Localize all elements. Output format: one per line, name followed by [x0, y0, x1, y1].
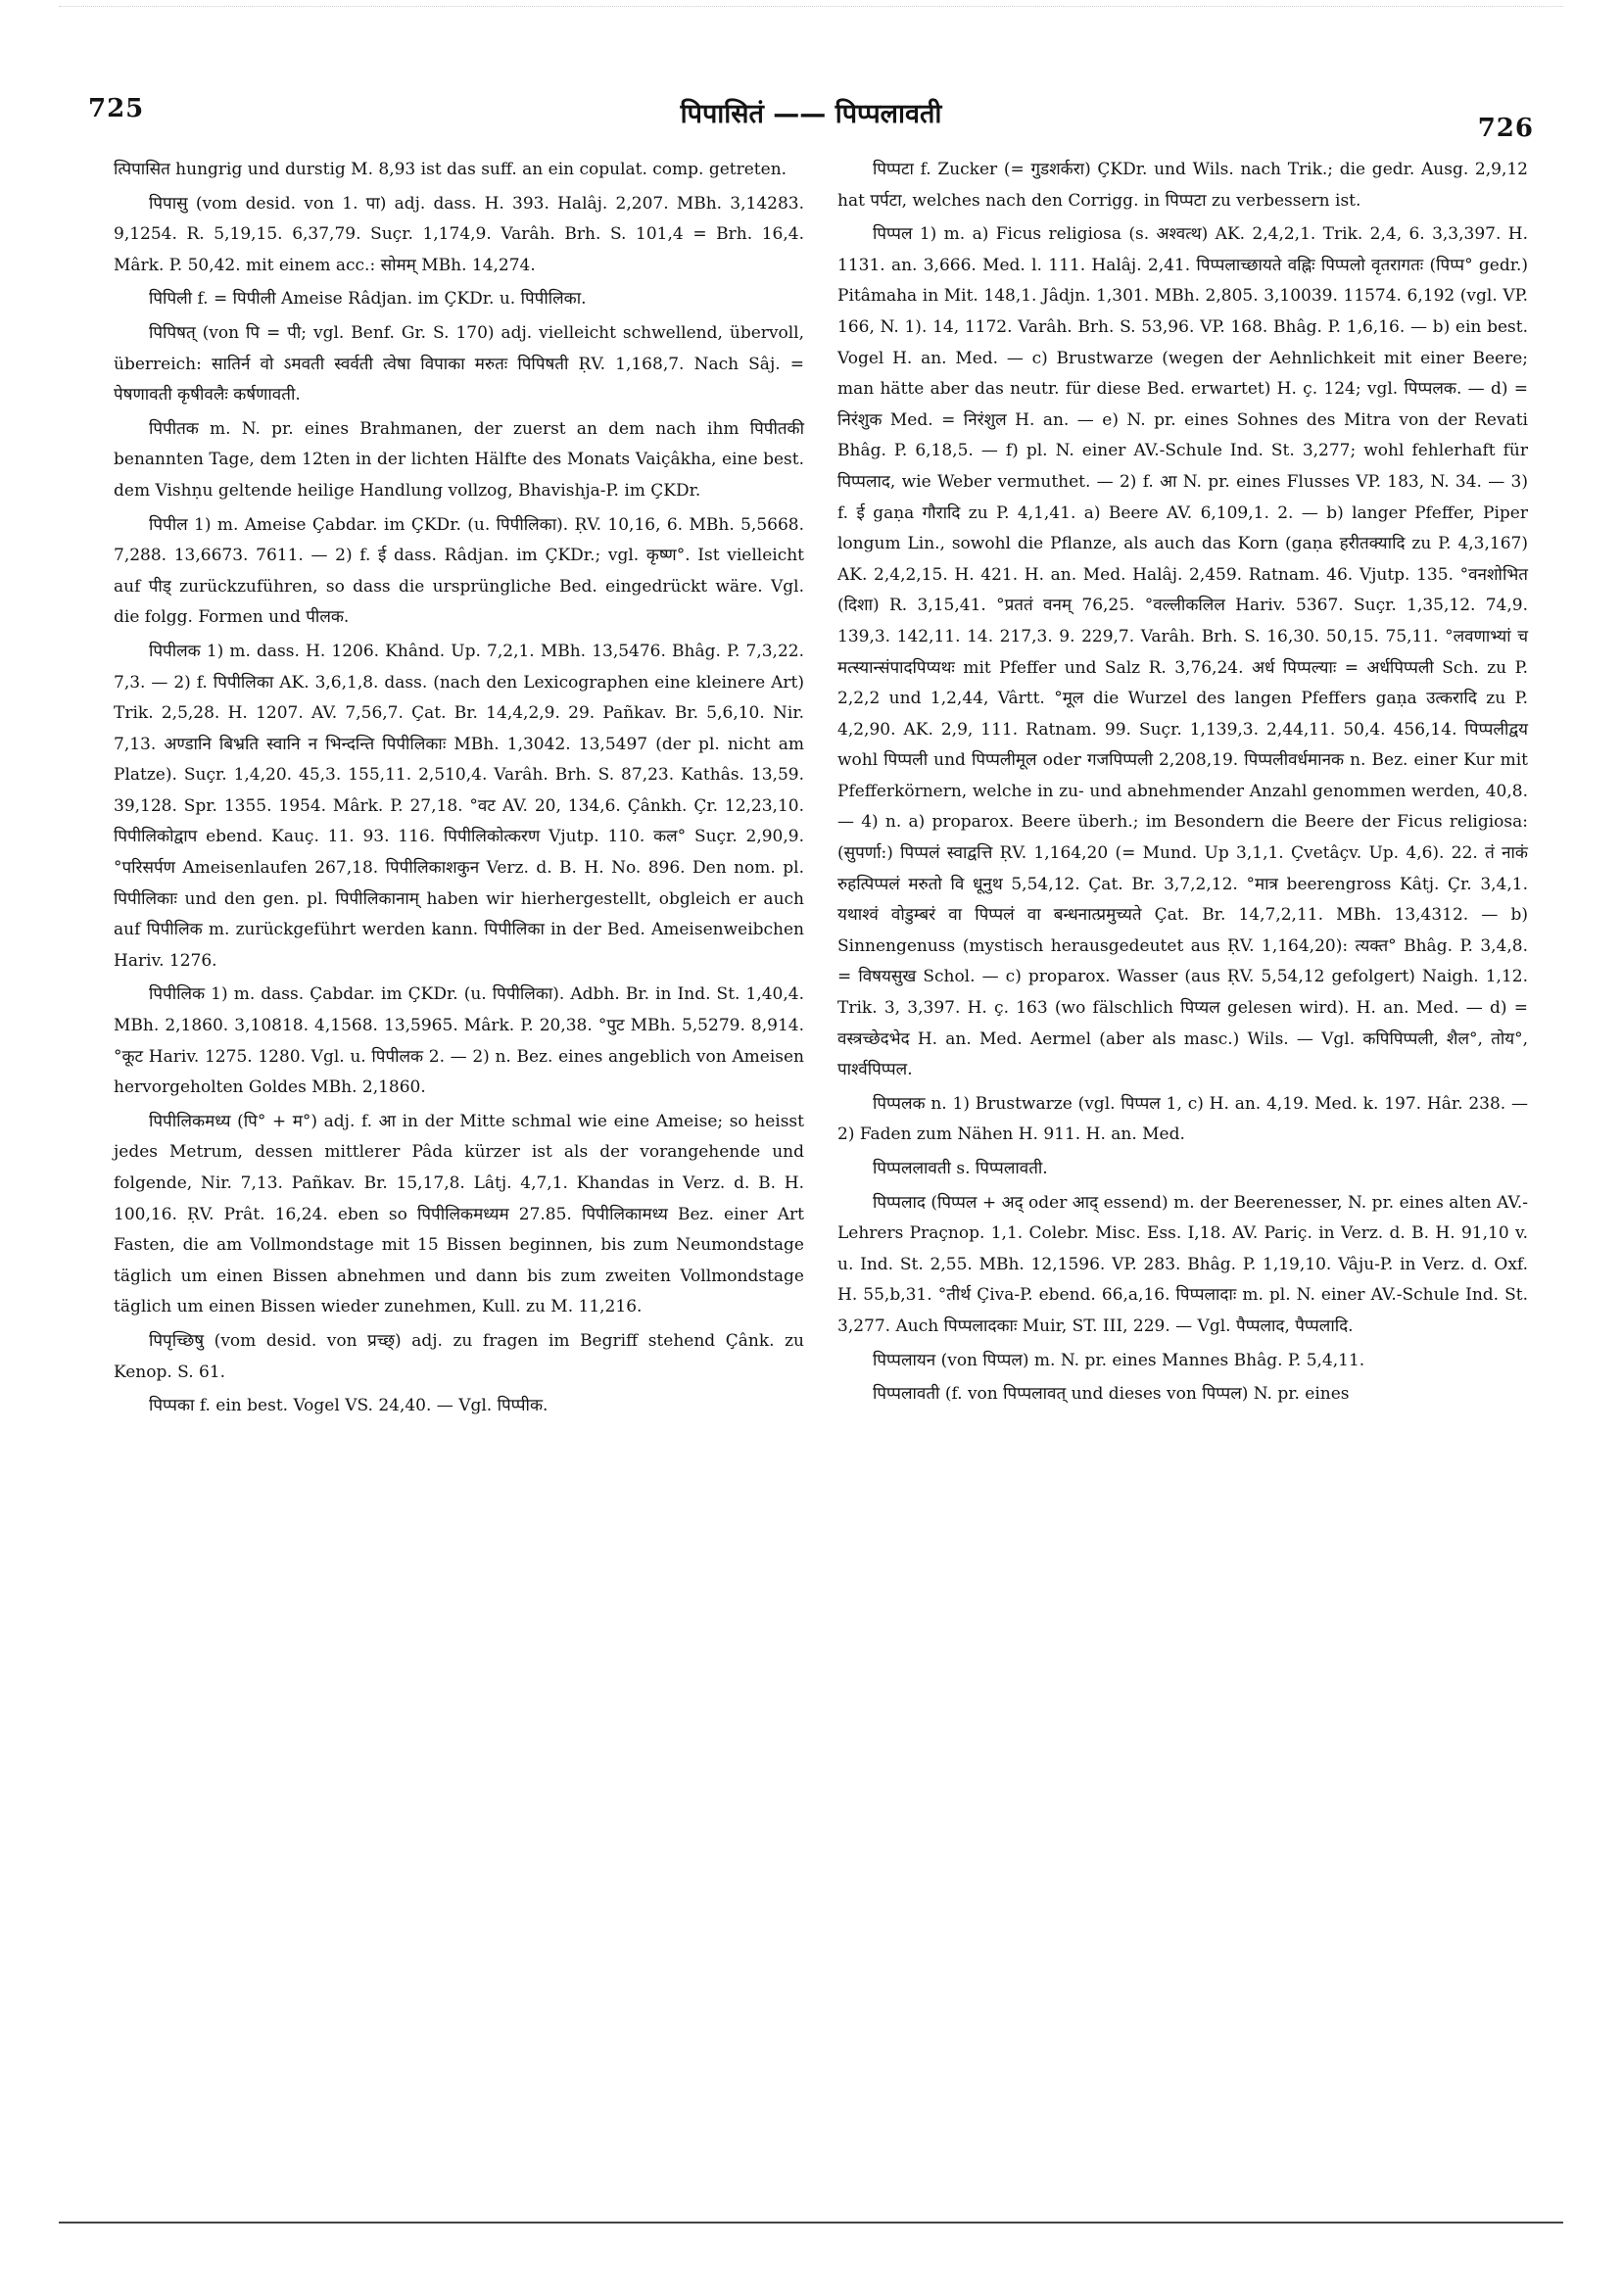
dictionary-entry: त्पिपासित hungrig und durstig M. 8,93 ist das suff. an ein copulat. comp. getreten.: [114, 160, 787, 179]
dictionary-entry: पिप्पलक n. 1) Brustwarze (vgl. पिप्पल 1, c) H. an. 4,19. Med. k. 197. Hâr. 238. — 2) Faden zum Nähen H. 911. H. an. Med.: [837, 1093, 1528, 1145]
dictionary-entry: पिपीलिकमध्य (पि° + म°) adj. f. आ in der Mitte schmal wie eine Ameise; so heisst jedes Metrum, dessen mittlerer Pâda kürzer ist als der vorangehende und folgende, Nir. 7,13. Pañkav. Br. 15,17,8. Lâtj. 4,7,1. Khandas in Verz. d. B. H. 100,16. ṚV. Prât. 16,24. eben so पिपीलिकमध्यम 27.85. पिपीलिकामध्य Bez. einer Art Fasten, die am Vollmondstage mit 15 Bissen beginnen, bis zum Neumondstage täglich um einen Bissen abnehmen und dann bis zum zweiten Vollmondstage täglich um einen Bissen wieder zunehmen, Kull. zu M. 11,216.: [114, 1111, 804, 1317]
right-column: [837, 155, 1528, 1411]
left-column: [114, 155, 804, 1422]
dictionary-entry: पिपिली f. = पिपीली Ameise Râdjan. im ÇKDr. u. पिपीलिका.: [149, 289, 587, 310]
left-page-number: 725: [88, 94, 145, 123]
dictionary-entry: पिपील 1) m. Ameise Çabdar. im ÇKDr. (u. पिपीलिका). ṚV. 10,16, 6. MBh. 5,5668. 7,288. 13,6673. 7611. — 2) f. ई dass. Râdjan. im ÇKDr.; vgl. कृष्ण°. Ist vielleicht auf पीड् zurückzuführen, so dass die ursprüngliche Bed. eingedrückt wäre. Vgl. die folgg. Formen und पीलक.: [114, 514, 804, 628]
right-page-number: 726: [1477, 114, 1534, 143]
dictionary-entry: पिपीलिक 1) m. dass. Çabdar. im ÇKDr. (u. पिपीलिका). Adbh. Br. in Ind. St. 1,40,4. MBh. 2,1860. 3,10818. 4,1568. 13,5965. Mârk. P. 20,38. °पुट MBh. 5,5279. 8,914. °कूट Hariv. 1275. 1280. Vgl. u. पिपीलक 2. — 2) n. Bez. eines angeblich von Ameisen hervorgeholten Goldes MBh. 2,1860.: [114, 984, 804, 1098]
running-title: पिपासितं —— पिप्पलावती: [680, 99, 942, 129]
dictionary-entry: पिपीतक m. N. pr. eines Brahmanen, der zuerst an dem nach ihm पिपीतकी benannten Tage, dem 12ten in der lichten Hälfte des Monats Vaiçâkha, eine best. dem Vishṇu geltende heilige Handlung vollzog, Bhavishja-P. im ÇKDr.: [114, 418, 804, 501]
dictionary-entry: पिपासु (vom desid. von 1. पा) adj. dass. H. 393. Halâj. 2,207. MBh. 3,14283. 9,1254. R. 5,19,15. 6,37,79. Suçr. 1,174,9. Varâh. Brh. S. 101,4 = Brh. 16,4. Mârk. P. 50,42. mit einem acc.: सोमम् MBh. 14,274.: [114, 193, 804, 275]
footer-rule: [59, 2222, 1563, 2224]
dictionary-entry: पिपृच्छिषु (vom desid. von प्रच्छ्) adj. zu fragen im Begriff stehend Çânk. zu Kenop. S. 61.: [114, 1330, 804, 1382]
dictionary-entry: पिप्पलायन (von पिप्पल) m. N. pr. eines Mannes Bhâg. P. 5,4,11.: [873, 1350, 1365, 1370]
dictionary-entry: पिप्पलाद (पिप्पल + अद् oder आद् essend) m. der Beerenesser, N. pr. eines alten AV.-Lehrers Praçnop. 1,1. Colebr. Misc. Ess. I,18. AV. Pariç. in Verz. d. B. H. 91,10 v. u. Ind. St. 2,55. MBh. 12,1596. VP. 283. Bhâg. P. 1,19,10. Vâju-P. in Verz. d. Oxf. H. 55,b,31. °तीर्थ Çiva-P. ebend. 66,a,16. पिप्पलादाः m. pl. N. einer AV.-Schule Ind. St. 3,277. Auch पिप्पलादकाः Muir, ST. III, 229. — Vgl. पैप्पलाद, पैप्पलादि.: [837, 1192, 1528, 1336]
dictionary-entry: पिपिषत् (von पि = पी; vgl. Benf. Gr. S. 170) adj. vielleicht schwellend, übervoll, überreich: सातिर्न वो ऽमवती स्वर्वती त्वेषा विपाका मरुतः पिपिषती ṚV. 1,168,7. Nach Sâj. = पेषणावती कृषीवलैः कर्षणावती.: [114, 322, 804, 406]
top-scan-edge: [59, 6, 1563, 10]
dictionary-entry: पिप्पटा f. Zucker (= गुडशर्करा) ÇKDr. und Wils. nach Trik.; die gedr. Ausg. 2,9,12 hat पर्पटा, welches nach den Corrigg. in पिप्पटा zu verbessern ist.: [837, 160, 1528, 211]
page-header: [88, 86, 1534, 143]
dictionary-entry: पिप्पलावती (f. von पिप्पलावत् und dieses von पिप्पल) N. pr. eines: [873, 1384, 1350, 1405]
dictionary-entry: पिपीलक 1) m. dass. H. 1206. Khând. Up. 7,2,1. MBh. 13,5476. Bhâg. P. 7,3,22. 7,3. — 2) f. पिपीलिका AK. 3,6,1,8. dass. (nach den Lexicographen eine kleinere Art) Trik. 2,5,28. H. 1207. AV. 7,56,7. Çat. Br. 14,4,2,9. 29. Pañkav. Br. 5,6,10. Nir. 7,13. अण्डानि बिभ्रति स्वानि न भिन्दन्ति पिपीलिकाः MBh. 1,3042. 13,5497 (der pl. nicht am Platze). Suçr. 1,4,20. 45,3. 155,11. 2,510,4. Varâh. Brh. S. 87,23. Kathâs. 13,59. 39,128. Spr. 1355. 1954. Mârk. P. 27,18. °वट AV. 20, 134,6. Çânkh. Çr. 12,23,10. पिपीलिकोद्वाप ebend. Kauç. 11. 93. 116. पिपीलिकोत्करण Vjutp. 110. कल° Suçr. 2,90,9. °परिसर्पण Ameisenlaufen 267,18. पिपीलिकाशकुन Verz. d. B. H. No. 896. Den nom. pl. पिपीलिकाः und den gen. pl. पिपीलिकानाम् haben wir hierhergestellt, obgleich er auch auf पिपीलिक m. zurückgeführt werden kann. पिपीलिका in der Bed. Ameisenweibchen Hariv. 1276.: [114, 641, 804, 971]
dictionary-entry: पिप्पल 1) m. a) Ficus religiosa (s. अश्वत्थ) AK. 2,4,2,1. Trik. 2,4, 6. 3,3,397. H. 1131. an. 3,666. Med. l. 111. Halâj. 2,41. पिप्पलाच्छायते वह्निः पिप्पलो वृतरागतः (पिप्प° gedr.) Pitâmaha in Mit. 148,1. Jâdjn. 1,301. MBh. 2,805. 3,10039. 11574. 6,192 (vgl. VP. 166, N. 1). 14, 1172. Varâh. Brh. S. 53,96. VP. 168. Bhâg. P. 1,6,16. — b) ein best. Vogel H. an. Med. — c) Brustwarze (wegen der Aehnlichkeit mit einer Beere; man hätte aber das neutr. für diese Bed. erwartet) H. ç. 124; vgl. पिप्पलक. — d) = निरंशुक Med. = निरंशुल H. an. — e) N. pr. eines Sohnes des Mitra von der Revati Bhâg. P. 6,18,5. — f) pl. N. einer AV.-Schule Ind. St. 3,277; wohl fehlerhaft für पिप्पलाद, wie Weber vermuthet. — 2) f. आ N. pr. eines Flusses VP. 183, N. 34. — 3) f. ई gaṇa गौरादि zu P. 4,1,41. a) Beere AV. 6,109,1. 2. — b) langer Pfeffer, Piper longum Lin., sowohl die Pflanze, als auch das Korn (gaṇa हरीतक्यादि zu P. 4,3,167) AK. 2,4,2,15. H. 421. H. an. Med. Halâj. 2,459. Ratnam. 46. Vjutp. 135. °वनशोभित (दिशा) R. 3,15,41. °प्रततं वनम् 76,25. °वल्लीकलिल Hariv. 5367. Suçr. 1,35,12. 74,9. 139,3. 142,11. 14. 217,3. 9. 229,7. Varâh. Brh. S. 16,30. 50,15. 75,11. °लवणाभ्यां च मत्स्यान्संपादपिप्यथः mit Pfeffer und Salz R. 3,76,24. अर्ध पिप्पल्याः = अर्धपिप्पली Sch. zu P. 2,2,2 und 1,2,44, Vârtt. °मूल die Wurzel des langen Pfeffers gaṇa उत्करादि zu P. 4,2,90. AK. 2,9, 111. Ratnam. 99. Suçr. 1,139,3. 2,44,11. 50,4. 456,14. पिप्पलीद्वय wohl पिप्पली und पिप्पलीमूल oder गजपिप्पली 2,208,19. पिप्पलीवर्धमानक n. Bez. einer Kur mit Pfefferkörnern, welche in zu- und abnehmender Anzahl genommen werden, 40,8. — 4) n. a) proparox. Beere überh.; im Besondern die Beere der Ficus religiosa: (सुपर्णा:) पिप्पलं स्वाद्वत्ति ṚV. 1,164,20 (= Mund. Up 3,1,1. Çvetâçv. Up. 4,6). 22. तं नाकं रुहत्पिप्पलं मरुतो वि धूनुथ 5,54,12. Çat. Br. 3,7,2,12. °मात्र beerengross Kâtj. Çr. 3,4,1. यथाश्वं वोडुम्बरं वा पिप्पलं वा बन्धनात्प्रमुच्यते Çat. Br. 14,7,2,11. MBh. 13,4312. — b) Sinnengenuss (mystisch herausgedeutet aus ṚV. 1,164,20): त्यक्त° Bhâg. P. 3,4,8. = विषयसुख Schol. — c) proparox. Wasser (aus ṚV. 5,54,12 gefolgert) Naigh. 1,12. Trik. 3, 3,397. H. ç. 163 (wo fälschlich पिप्यल gelesen wird). H. an. Med. — d) = वस्त्रच्छेदभेद H. an. Med. Aermel (aber als masc.) Wils. — Vgl. कपिपिप्पली, शैल°, तोय°, पार्श्वपिप्पल.: [837, 224, 1528, 1080]
dictionary-entry: पिप्पललावती s. पिप्पलावती.: [873, 1159, 1048, 1178]
dictionary-entry: पिप्पका f. ein best. Vogel VS. 24,40. — Vgl. पिप्पीक.: [149, 1396, 549, 1416]
